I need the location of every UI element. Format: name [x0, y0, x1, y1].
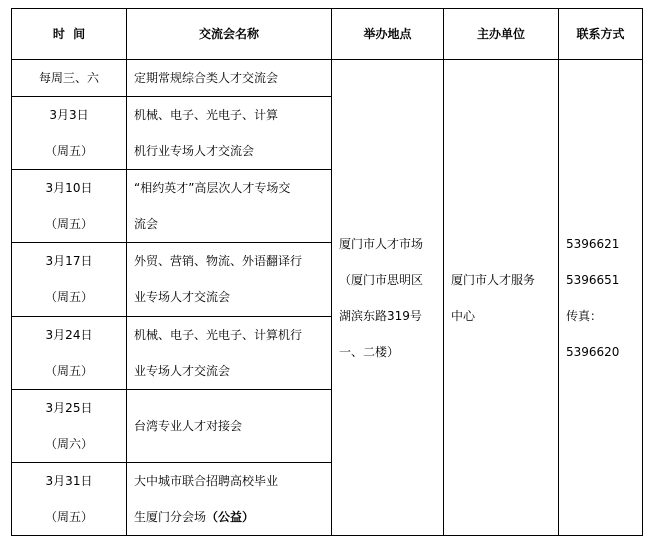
date-text: 3月24日: [45, 327, 93, 342]
contact-cell: [559, 60, 643, 536]
weekday-text: （周五）: [44, 217, 93, 232]
fair-name-text: 机械、电子、光电子、计算机行: [134, 327, 303, 342]
fair-name-cell: [127, 462, 332, 535]
weekday-text: （周六）: [44, 436, 93, 451]
date-text: 3月10日: [45, 181, 93, 196]
date-text: 3月17日: [45, 254, 93, 269]
date-cell: [12, 462, 127, 535]
venue-line: 厦门市人才市场: [339, 236, 424, 251]
venue-line: （厦门市思明区: [339, 272, 424, 287]
date-text: 每周三、六: [38, 71, 99, 86]
organizer-cell: [444, 60, 559, 536]
fair-name-text: 机械、电子、光电子、计算: [134, 108, 279, 123]
fair-name-cell: [127, 97, 332, 170]
venue-line: 一、二楼）: [339, 344, 400, 359]
fair-name-text: 定期常规综合类人才交流会: [134, 71, 279, 86]
date-text: 3月25日: [45, 400, 93, 415]
fair-name-text: 台湾专业人才对接会: [134, 418, 243, 433]
date-text: 3月31日: [45, 473, 93, 488]
contact-phone: 5396651: [566, 272, 620, 287]
weekday-text: （周五）: [44, 363, 93, 378]
fair-name-cell: [127, 60, 332, 97]
fair-name-text: 业专场人才交流会: [134, 363, 231, 378]
date-cell: [12, 97, 127, 170]
header-contact: 联系方式: [559, 9, 643, 60]
header-row: [12, 9, 643, 60]
venue-cell: [332, 60, 444, 536]
fair-name-cell: [127, 316, 332, 389]
fair-name-cell: [127, 243, 332, 316]
header-fair-name: 交流会名称: [127, 9, 332, 60]
public-welfare-tag: （公益）: [206, 509, 255, 524]
talent-fair-table: [11, 8, 643, 536]
header-organizer: 主办单位: [444, 9, 559, 60]
date-cell: [12, 389, 127, 462]
organizer-line: 厦门市人才服务: [451, 272, 536, 287]
header-time: 时 间: [12, 9, 127, 60]
organizer-line: 中心: [451, 308, 476, 323]
fair-name-cell: [127, 389, 332, 462]
fair-name-text: 外贸、营销、物流、外语翻译行: [134, 254, 303, 269]
table-row: [12, 60, 643, 97]
date-cell: [12, 316, 127, 389]
fair-name-text: 大中城市联合招聘高校毕业: [134, 473, 279, 488]
fair-name-cell: [127, 170, 332, 243]
weekday-text: （周五）: [44, 509, 93, 524]
date-cell: [12, 170, 127, 243]
weekday-text: （周五）: [44, 290, 93, 305]
date-cell: [12, 60, 127, 97]
date-text: 3月3日: [49, 108, 89, 123]
venue-line: 湖滨东路319号: [339, 308, 422, 323]
header-venue: 举办地点: [332, 9, 444, 60]
fair-name-text: 流会: [134, 217, 159, 232]
fair-name-text: “相约英才”高层次人才专场交: [134, 181, 291, 196]
contact-fax: 5396620: [566, 344, 620, 359]
fair-name-text: [134, 499, 326, 535]
fair-name-text: 机行业专场人才交流会: [134, 144, 255, 159]
fair-name-text: 生厦门分会场: [134, 509, 207, 524]
date-cell: [12, 243, 127, 316]
contact-phone: 5396621: [566, 236, 620, 251]
weekday-text: （周五）: [44, 144, 93, 159]
contact-fax-label: 传真：: [566, 308, 603, 323]
fair-name-text: 业专场人才交流会: [134, 290, 231, 305]
